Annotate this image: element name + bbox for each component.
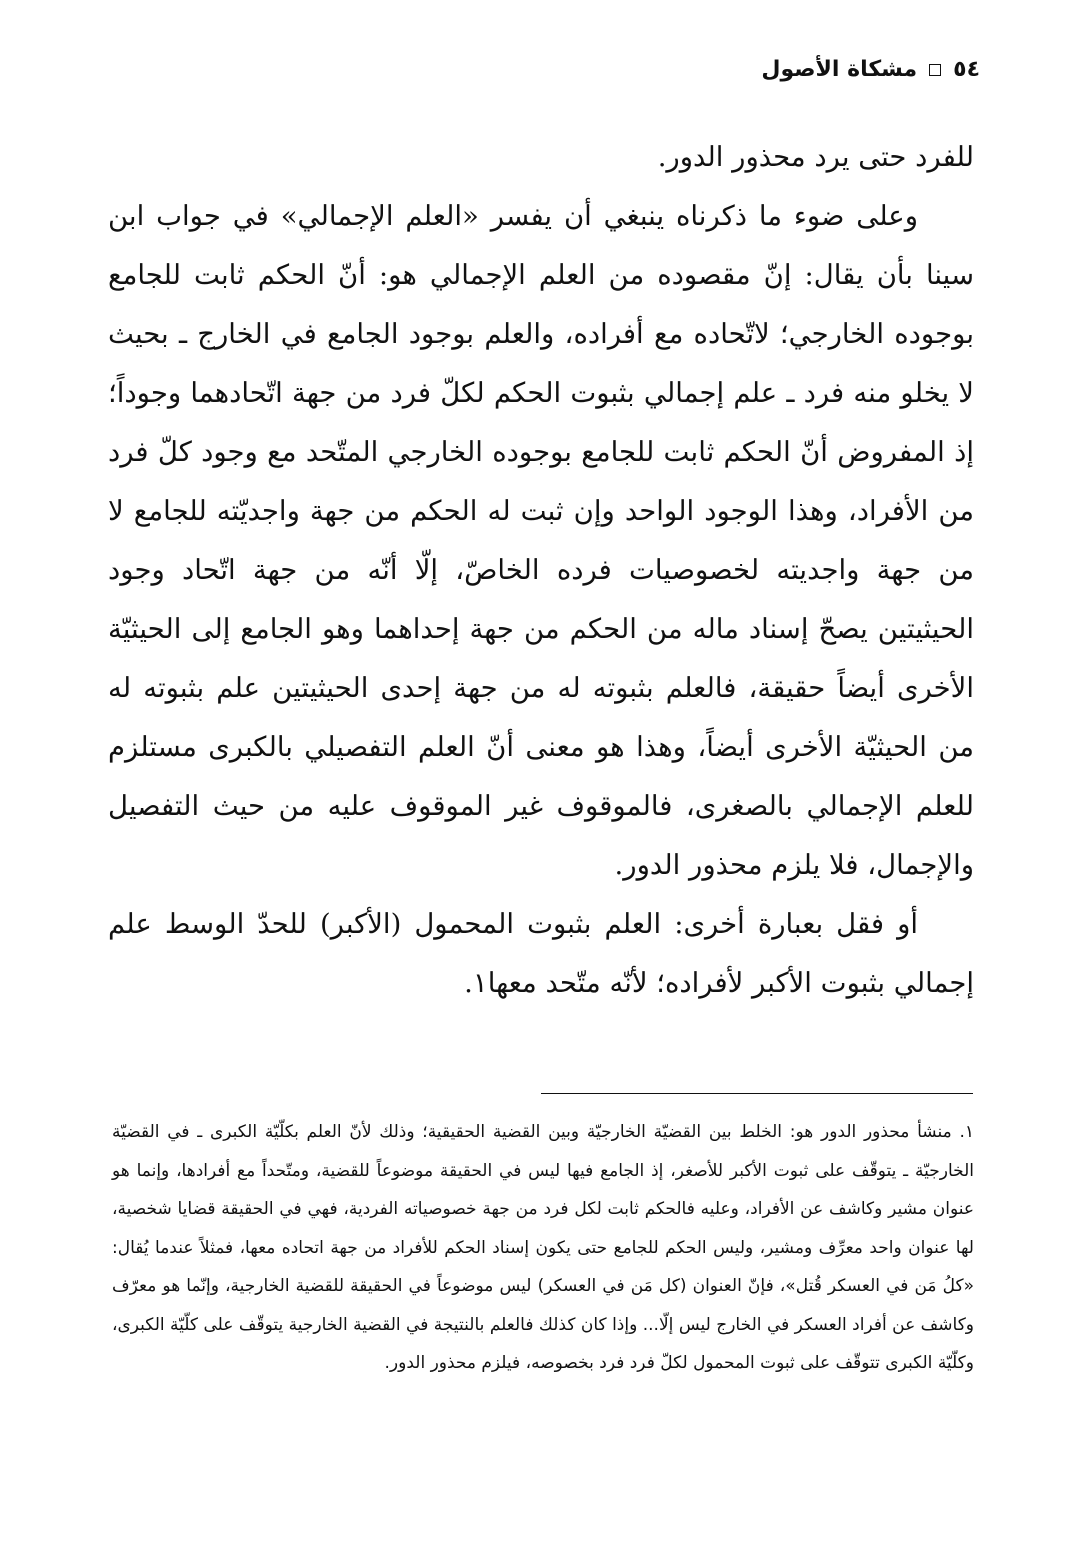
header-separator-box-icon: [929, 64, 941, 76]
main-text: [108, 128, 974, 1013]
page-number: ٥٤: [953, 57, 980, 82]
footnotes: [112, 1113, 974, 1383]
paragraph-alternative-phrasing: أو فقل بعبارة أخرى: العلم بثبوت المحمول (الأكبر) للحدّ الوسط علم إجمالي بثبوت الأكبر لأفراده؛ لأنّه متّحد معها١.: [108, 908, 974, 999]
running-header: [761, 52, 980, 88]
book-title: مشكاة الأصول: [761, 57, 918, 82]
footnote-1: ١. منشأ محذور الدور هو: الخلط بين القضيّة الخارجيّة وبين القضية الحقيقية؛ وذلك لأنّ العلم بكلّيّة الكبرى ـ في القضيّة الخارجيّة ـ يتوقّف على ثبوت الأكبر للأصغر، إذ الجامع فيها ليس في الحقيقة موضوعاً للقضية، ومتّحداً مع أفرادها، وإنما هو عنوان مشير وكاشف عن الأفراد، وعليه فالحكم ثابت لكل فرد من جهة خصوصياته الفردية، فهي في الحقيقة قضايا شخصية، لها عنوان واحد معرِّف ومشير، وليس الحكم للجامع حتى يكون إسناد الحكم للأفراد من جهة اتحاده معها، فمثلاً عندما يُقال: «كلُ مَن في العسكر قُتل»، فإنّ العنوان (كل مَن في العسكر) ليس موضوعاً في الحقيقة للقضية الخارجية، وإنّما هو معرّف وكاشف عن أفراد العسكر في الخارج ليس إلّا... وإذا كان كذلك فالعلم بالنتيجة في القضية الخارجية يتوقّف على كلّيّة الكبرى، وكلّيّة الكبرى تتوقّف على ثبوت المحمول لكلّ فرد فرد بخصوصه، فيلزم محذور الدور.: [112, 1122, 974, 1373]
paragraph-ibn-sina: وعلى ضوء ما ذكرناه ينبغي أن يفسر «العلم الإجمالي» في جواب ابن سينا بأن يقال: إنّ مقصوده من العلم الإجمالي هو: أنّ الحكم ثابت للجامع بوجوده الخارجي؛ لاتّحاده مع أفراده، والعلم بوجود الجامع في الخارج ـ بحيث لا يخلو منه فرد ـ علم إجمالي بثبوت الحكم لكلّ فرد من جهة اتّحادهما وجوداً؛ إذ المفروض أنّ الحكم ثابت للجامع بوجوده الخارجي المتّحد مع وجود كلّ فرد من الأفراد، وهذا الوجود الواحد وإن ثبت له الحكم من جهة واجديّته للجامع لا من جهة واجديته لخصوصيات فرده الخاصّ، إلّا أنّه من جهة اتّحاد وجود الحيثيتين يصحّ إسناد ماله من الحكم من جهة إحداهما وهو الجامع إلى الحيثيّة الأخرى أيضاً حقيقة، فالعلم بثبوته له من جهة إحدى الحيثيتين علم بثبوته له من الحيثيّة الأخرى أيضاً، وهذا هو معنى أنّ العلم التفصيلي بالكبرى مستلزم للعلم الإجمالي بالصغرى، فالموقوف غير الموقوف عليه من حيث التفصيل والإجمال، فلا يلزم محذور الدور.: [108, 200, 974, 881]
paragraph-continuation: للفرد حتى يرد محذور الدور.: [657, 141, 974, 173]
footnote-divider: [541, 1093, 973, 1094]
